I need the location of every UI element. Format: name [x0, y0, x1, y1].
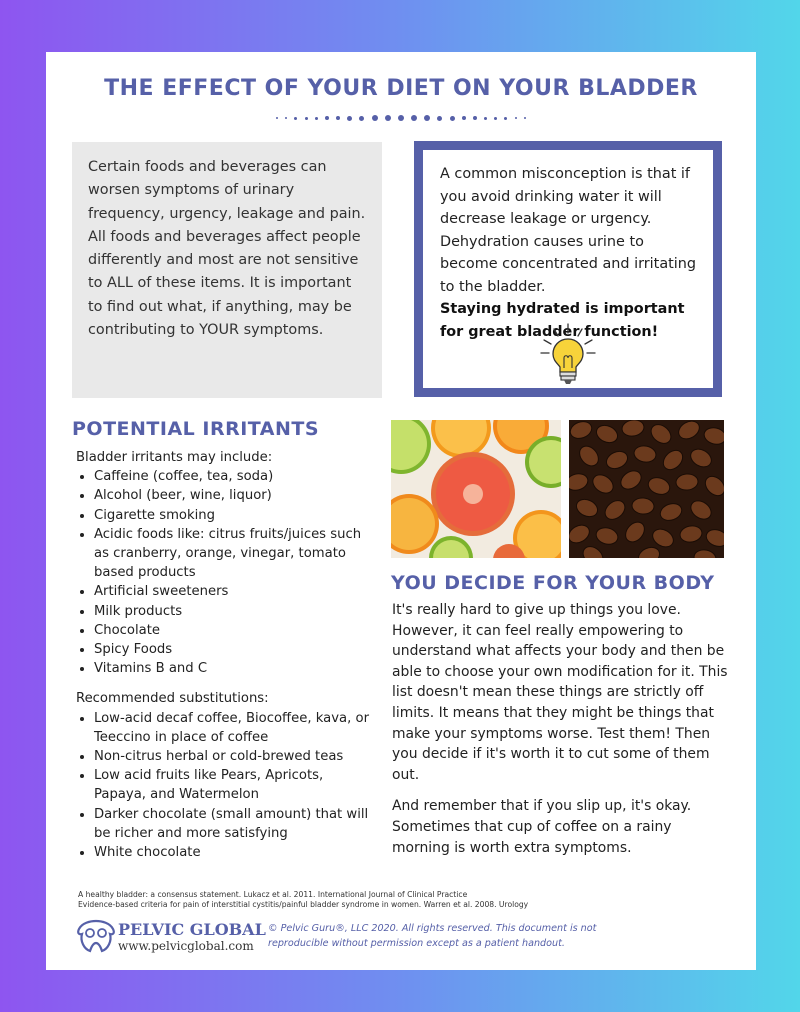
list-item: • Alcohol (beer, wine, liquor)	[94, 486, 376, 505]
list-item: • Milk products	[94, 602, 376, 621]
logo-url: www.pelvicglobal.com	[118, 939, 254, 953]
reference-2: Evidence-based criteria for pain of interstitial cystitis/painful bladder syndrome in women. Warren et al. 2008. Urology	[78, 899, 529, 909]
substitutions-list	[76, 709, 376, 863]
list-item: • White chocolate	[94, 843, 376, 862]
intro-box	[72, 142, 382, 398]
references	[78, 890, 738, 909]
irritants-column	[76, 448, 376, 862]
copyright-line-1: © Pelvic Guru®, LLC 2020. All rights reserved. This document is not	[268, 923, 597, 934]
irritants-intro: Bladder irritants may include:	[76, 450, 273, 465]
list-item: • Artificial sweeteners	[94, 582, 376, 601]
pelvic-global-logo	[76, 918, 266, 956]
list-item: • Low-acid decaf coffee, Biocoffee, kava, or Teeccino in place of coffee	[94, 709, 376, 747]
list-item: • Caffeine (coffee, tea, soda)	[94, 467, 376, 486]
citrus-slices-photo	[391, 420, 561, 558]
list-item: • Darker chocolate (small amount) that will be richer and more satisfying	[94, 805, 376, 843]
coffee-beans-photo	[569, 420, 724, 558]
irritants-list	[76, 467, 376, 678]
list-item: • Chocolate	[94, 621, 376, 640]
decide-paragraph-2: And remember that if you slip up, it's okay. Sometimes that cup of coffee on a rainy morning is worth extra symptoms.	[392, 798, 692, 856]
intro-paragraph-2: All foods and beverages affect people differently and most are not sensitive to ALL of these items. It is important to find out what, if anything, may be contributing to YOUR symptoms.	[88, 228, 361, 339]
lightbulb-icon	[533, 320, 603, 390]
list-item: • Acidic foods like: citrus fruits/juices such as cranberry, orange, vinegar, tomato based products	[94, 525, 376, 583]
list-item: • Vitamins B and C	[94, 659, 376, 678]
intro-paragraph-1: Certain foods and beverages can worsen symptoms of urinary frequency, urgency, leakage and pain.	[88, 159, 366, 222]
you-decide-heading: YOU DECIDE FOR YOUR BODY	[391, 572, 715, 594]
hydration-tip-box	[414, 141, 722, 397]
potential-irritants-heading: POTENTIAL IRRITANTS	[72, 418, 320, 440]
list-item: • Non-citrus herbal or cold-brewed teas	[94, 747, 376, 766]
copyright-notice	[268, 922, 628, 951]
list-item: • Spicy Foods	[94, 640, 376, 659]
tip-bold-text: Staying hydrated is important for great bladder function!	[440, 301, 685, 340]
reference-1: A healthy bladder: a consensus statement. Lukacz et al. 2011. International Journal of Clinical Practice	[78, 890, 468, 899]
decide-column	[392, 600, 732, 858]
decide-paragraph-1: It's really hard to give up things you love. However, it can feel really empowering to understand what affects your body and then be able to choose your own modification for it. This list doesn't mean these things are strictly off limits. It means that they might be things that make your symptoms worse. Test them! Then you decide if it's worth it to cut some of them out.	[392, 602, 728, 783]
logo-name: PELVIC GLOBAL	[118, 920, 266, 939]
page-title: THE EFFECT OF YOUR DIET ON YOUR BLADDER	[104, 76, 698, 101]
handout-page	[46, 52, 756, 970]
title-divider-dots	[276, 114, 526, 122]
copyright-line-2: reproducible without permission except as a patient handout.	[268, 937, 565, 949]
list-item: • Cigarette smoking	[94, 506, 376, 525]
list-item: • Low acid fruits like Pears, Apricots, Papaya, and Watermelon	[94, 766, 376, 804]
substitutions-intro: Recommended substitutions:	[76, 691, 269, 707]
pelvis-logo-icon	[76, 919, 116, 955]
tip-text: A common misconception is that if you avoid drinking water it will decrease leakage or urgency. Dehydration causes urine to become concentrated and irritating to the bladder.	[440, 166, 697, 295]
